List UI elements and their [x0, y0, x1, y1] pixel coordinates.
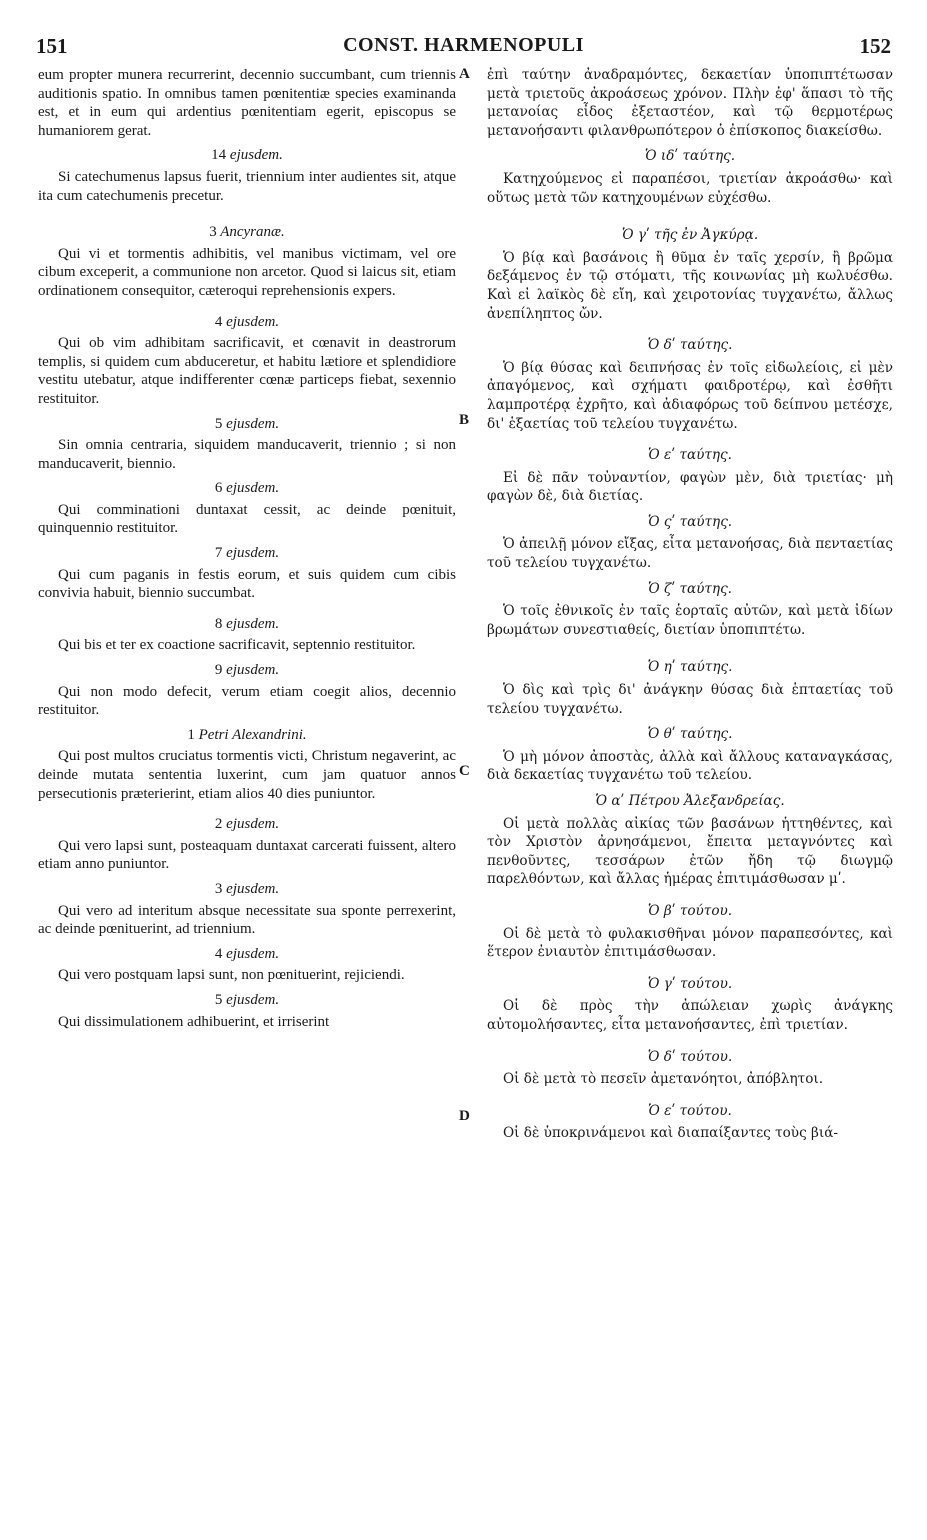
greek-canon	[487, 792, 893, 889]
canon-text: Qui bis et ter ex coactione sacrificavit, septennio restituitor.	[58, 637, 416, 654]
canon-heading	[38, 726, 456, 745]
canon-heading: Ὁ εʹ ταύτης.	[648, 447, 732, 464]
canon-source: ejusdem.	[226, 313, 280, 330]
canon-text: Qui vero postquam lapsi sunt, non pœnituerint, rejiciendi.	[58, 967, 405, 984]
canon-heading: Ὁ ςʹ ταύτης.	[647, 513, 733, 530]
canon-heading: Ὁ γʹ τούτου.	[647, 975, 733, 992]
canon-heading	[38, 945, 456, 964]
canon-heading: Ὁ εʹ τούτου.	[648, 1102, 732, 1119]
canon-heading: Ὁ δʹ ταύτης.	[647, 337, 733, 354]
canon-heading: Ὁ γʹ τῆς ἐν Ἀγκύρᾳ.	[621, 227, 759, 244]
canon-text: Si catechumenus lapsus fuerit, triennium inter audientes sit, atque ita cum catechumenis precetur.	[38, 168, 456, 204]
canon-number: 2	[214, 816, 223, 833]
greek-canon	[487, 1102, 893, 1143]
canon-text: Κατηχούμενος εἰ παραπέσοι, τριετίαν ἀκροάσθω· καὶ οὕτως μετὰ τῶν κατηχουμένων εὐχέσθω.	[487, 170, 893, 206]
column-marker-a: A	[459, 66, 470, 82]
canon-text: Qui vero lapsi sunt, posteaquam duntaxat carcerati fuissent, altero etiam anno puniuntor.	[38, 837, 456, 873]
canon-text: Οἱ δὲ πρὸς τὴν ἀπώλειαν χωρὶς ἀνάγκης αὐτομολήσαντες, εἶτα μετανοήσαντες, ἐπὶ τριετίαν.	[487, 998, 893, 1033]
greek-column	[487, 66, 893, 1143]
canon-heading	[38, 615, 456, 634]
running-title: CONST. HARMENOPULI	[343, 34, 584, 56]
canon-heading	[38, 815, 456, 834]
latin-canon	[38, 544, 456, 603]
latin-canon	[38, 415, 456, 474]
canon-heading	[38, 479, 456, 498]
canon-source: ejusdem.	[226, 662, 280, 679]
canon-text: Sin omnia centraria, siquidem manducaverit, triennio ; si non manducaverit, biennio.	[38, 437, 456, 472]
canon-text: Qui comminationi duntaxat cessit, ac deinde pœnituit, quinquennio restituitor.	[38, 501, 456, 537]
canon-heading	[38, 223, 456, 242]
latin-canon	[38, 726, 456, 803]
canon-heading	[38, 544, 456, 563]
latin-canon	[38, 615, 456, 655]
canon-source: ejusdem.	[226, 415, 280, 432]
canon-number: 5	[214, 415, 223, 432]
canon-source: Petri Alexandrini.	[198, 726, 307, 743]
canon-number: 3	[214, 880, 223, 897]
canon-number: 7	[214, 545, 223, 562]
canon-text: Ὁ βίᾳ καὶ βασάνοις ἢ θῦμα ἐν ταῖς χερσίν, ἢ βρῶμα δεξάμενος ἐν τῷ στόματι, τῆς κοινωνίας μὴ κωλυέσθω. Καὶ εἰ λαϊκὸς δὲ εἴη, καὶ χειροτονίας τυγχανέτω, ἄλλως ἀνεπίληπτος ὤν.	[487, 249, 893, 322]
greek-canon	[487, 446, 893, 506]
latin-canon	[38, 223, 456, 300]
canon-number: 4	[214, 945, 223, 962]
canon-text: Ὁ τοῖς ἐθνικοῖς ἐν ταῖς ἑορταῖς αὐτῶν, καὶ μετὰ ἰδίων βρωμάτων συνεστιαθείς, διετίαν ὑποπιπτέτω.	[487, 603, 893, 638]
greek-canon	[487, 1048, 893, 1089]
canon-number: 8	[214, 615, 223, 632]
canon-text: Qui cum paganis in festis eorum, et suis quidem cum cibis convivia habuit, biennio succumbat.	[38, 566, 456, 602]
greek-intro: ἐπὶ ταύτην ἀναδραμόντες, δεκαετίαν ὑποπιπτέτωσαν μετὰ τριετοῦς ἀκροάσεως χρόνον. Πλὴν ἐφ' ἅπασι τὸ τῆς μετανοίας εἶδος ἐξεταστέον, καὶ τῷ θερμοτέρως μετανοήσαντι φιλανθρωπότερον ὁ ἐπίσκοπος διακείσθω.	[487, 67, 893, 139]
latin-canon	[38, 945, 456, 985]
canon-text: Ὁ δὶς καὶ τρὶς δι' ἀνάγκην θύσας διὰ ἑπταετίας τοῦ τελείου τυγχανέτω.	[487, 682, 893, 717]
canon-heading	[38, 991, 456, 1010]
canon-heading: Ὁ θʹ ταύτης.	[647, 726, 733, 743]
canon-heading: Ὁ ηʹ ταύτης.	[647, 659, 733, 676]
canon-text: Ὁ μὴ μόνον ἀποστὰς, ἀλλὰ καὶ ἄλλους καταναγκάσας, διὰ δεκαετίας τυγχανέτω τοῦ τελείου.	[487, 748, 893, 784]
latin-canon	[38, 661, 456, 720]
canon-heading: Ὁ αʹ Πέτρου Ἀλεξανδρείας.	[595, 793, 785, 809]
page-number-left: 151	[36, 34, 68, 58]
canon-source: ejusdem.	[229, 147, 283, 164]
canon-text: Qui vi et tormentis adhibitis, vel manibus victimam, vel ore cibum exceperit, a communione non arcetor. Quod si laicus sit, etiam ordinationem consequitor, cæteroqui reprehensionis expers.	[38, 245, 456, 299]
canon-source: ejusdem.	[226, 991, 280, 1008]
canon-text: Οἱ δὲ μετὰ τὸ φυλακισθῆναι μόνον παραπεσόντες, καὶ ἕτερον ἐνιαυτὸν ἐπιτιμάσθωσαν.	[487, 925, 893, 961]
canon-number: 1	[187, 726, 195, 743]
canon-heading: Ὁ ζʹ ταύτης.	[647, 580, 733, 597]
canon-number: 4	[214, 313, 223, 330]
canon-text: Ὁ ἀπειλῇ μόνον εἴξας, εἶτα μετανοήσας, διὰ πενταετίας τοῦ τελείου τυγχανέτω.	[487, 536, 893, 572]
canon-text: Qui post multos cruciatus tormentis victi, Christum negaverint, ac deinde mutata sententia luxerint, cum jam quatuor annos persecutionis præterierint, etiam alios 40 dies puniuntor.	[38, 748, 456, 802]
latin-canon	[38, 880, 456, 939]
greek-canon	[487, 658, 893, 718]
column-marker-b: B	[459, 412, 470, 428]
greek-canon	[487, 336, 893, 433]
canon-text: Qui vero ad interitum absque necessitate sua sponte perrexerint, ac deinde pœnituerint, ad triennium.	[38, 902, 456, 938]
canon-text: Οἱ δὲ ὑποκρινάμενοι καὶ διαπαίξαντες τοὺς βιά-	[503, 1125, 838, 1142]
column-marker-d: D	[459, 1108, 470, 1124]
canon-source: ejusdem.	[226, 545, 280, 562]
canon-heading: Ὁ βʹ τούτου.	[647, 902, 733, 919]
canon-heading	[38, 880, 456, 899]
canon-heading	[38, 146, 456, 165]
latin-canon	[38, 479, 456, 538]
greek-canon	[487, 975, 893, 1035]
page-number-right: 152	[859, 34, 891, 58]
running-header	[36, 34, 891, 64]
greek-canon	[487, 226, 893, 323]
greek-canon	[487, 580, 893, 640]
latin-canon	[38, 146, 456, 205]
greek-canon	[487, 902, 893, 962]
canon-heading	[38, 313, 456, 332]
canon-text: Οἱ δὲ μετὰ τὸ πεσεῖν ἀμετανόητοι, ἀπόβλητοι.	[503, 1071, 824, 1088]
canon-number: 5	[214, 991, 223, 1008]
canon-number: 6	[214, 480, 223, 497]
latin-canon	[38, 815, 456, 874]
canon-text: Ὁ βίᾳ θύσας καὶ δειπνήσας ἐν τοῖς εἰδωλείοις, εἰ μὲν ἀπαγόμενος, καὶ σχήματι φαιδροτέρῳ, καὶ ἐσθῆτι λαμπροτέρᾳ ἐχρῆτο, καὶ ἀδιαφόρως τοῦ δείπνου μετέσχε, δι' ἑξαετίας τοῦ τελείου τυγχανέτω.	[487, 359, 893, 432]
canon-heading	[38, 415, 456, 434]
canon-text: Εἰ δὲ πᾶν τοὐναντίον, φαγὼν μὲν, διὰ τριετίας· μὴ φαγὼν δὲ, διὰ διετίας.	[487, 469, 893, 505]
latin-column	[38, 66, 456, 1031]
canon-heading: Ὁ ιδʹ ταύτης.	[644, 148, 736, 165]
latin-intro: eum propter munera recurrerint, decennio succumbant, cum triennis auditionis spatio. In omnibus tamen pœnitentiæ species examinanda est, et in eum qui ardentius pœnitentiam egerit, episcopus se humaniorem gerat.	[38, 67, 456, 139]
greek-canon	[487, 513, 893, 573]
latin-canon	[38, 991, 456, 1031]
canon-source: ejusdem.	[226, 880, 280, 897]
canon-source: ejusdem.	[226, 615, 280, 632]
greek-canon	[487, 725, 893, 785]
column-marker-c: C	[459, 763, 470, 779]
canon-source: ejusdem.	[226, 480, 280, 497]
canon-text: Qui non modo defecit, verum etiam coegit alios, decennio restituitor.	[38, 683, 456, 719]
latin-canon	[38, 313, 456, 409]
canon-heading: Ὁ δʹ τούτου.	[647, 1048, 733, 1065]
canon-text: Οἱ μετὰ πολλὰς αἰκίας τῶν βασάνων ἡττηθέντες, καὶ τὸν Χριστὸν ἀρνησάμενοι, ἔπειτα μεταγνόντες καὶ πενθοῦντες, τεσσάρων ἐτῶν ἤδη τῷ διωγμῷ παρελθόντων, καὶ ἄλλας ἡμέρας ἐπιτιμάσθωσαν μʹ.	[487, 815, 893, 888]
canon-text: Qui ob vim adhibitam sacrificavit, et cœnavit in deastrorum templis, si quidem cum abduceretur, et habitu lætiore et splendidiore vestitu utebatur, atque indifferenter cœnæ particeps fiebat, sexennio restituitor.	[38, 335, 456, 407]
canon-heading	[38, 661, 456, 680]
canon-source: Ancyranæ.	[220, 224, 285, 241]
greek-canon	[487, 147, 893, 207]
canon-number: 14	[211, 147, 227, 164]
canon-text: Qui dissimulationem adhibuerint, et irriserint	[58, 1013, 330, 1030]
canon-number: 9	[214, 662, 223, 679]
canon-source: ejusdem.	[226, 816, 280, 833]
canon-source: ejusdem.	[226, 945, 280, 962]
canon-number: 3	[209, 224, 217, 241]
